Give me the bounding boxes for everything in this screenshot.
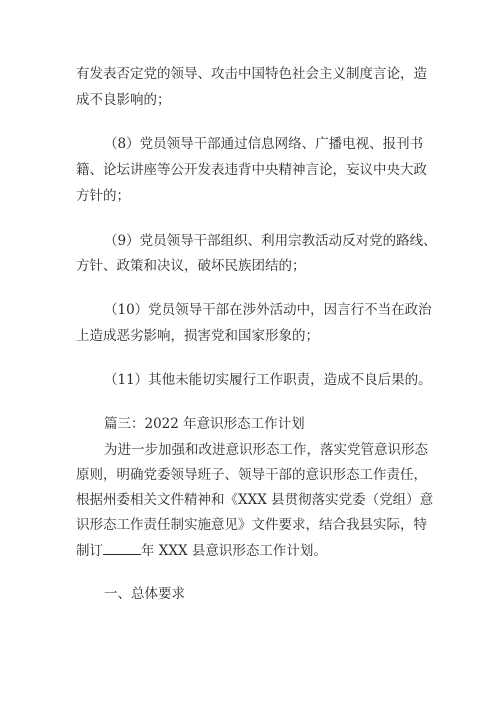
text-line: 识形态工作责任制实施意见》文件要求，结合我县实际，特 bbox=[76, 517, 427, 533]
text-line bbox=[76, 542, 327, 559]
text-suffix: 年 XXX 县意识形态工作计划。 bbox=[141, 543, 327, 559]
text-line: 方针的； bbox=[76, 188, 130, 204]
text-prefix: 制订 bbox=[76, 543, 103, 559]
text-line: 原则，明确党委领导班子、领导干部的意识形态工作责任， bbox=[76, 467, 427, 483]
text-line: 籍、论坛讲座等公开发表违背中央精神言论，妄议中央大政 bbox=[76, 162, 427, 178]
text-line: 上造成恶劣影响，损害党和国家形象的； bbox=[76, 328, 319, 344]
text-line: 成不良影响的； bbox=[76, 92, 171, 108]
text-line: （8）党员领导干部通过信息网络、广播电视、报刊书 bbox=[104, 136, 424, 152]
subsection-heading: 一、总体要求 bbox=[104, 586, 185, 602]
text-line: （11）其他未能切实履行工作职责，造成不良后果的。 bbox=[104, 372, 432, 388]
text-line: （10）党员领导干部在涉外活动中，因言行不当在政治 bbox=[104, 302, 432, 318]
text-line: 方针、政策和决议，破坏民族团结的； bbox=[76, 258, 306, 274]
text-line: （9）党员领导干部组织、利用宗教活动反对党的路线、 bbox=[104, 233, 437, 249]
section-heading: 篇三：2022 年意识形态工作计划 bbox=[104, 416, 305, 432]
text-line: 为进一步加强和改进意识形态工作，落实党管意识形态 bbox=[104, 442, 428, 458]
text-line: 根据州委相关文件精神和《XXX 县贯彻落实党委（党组）意 bbox=[76, 492, 434, 508]
text-line: 有发表否定党的领导、攻击中国特色社会主义制度言论，造 bbox=[76, 66, 427, 82]
blank-underline bbox=[103, 542, 141, 555]
